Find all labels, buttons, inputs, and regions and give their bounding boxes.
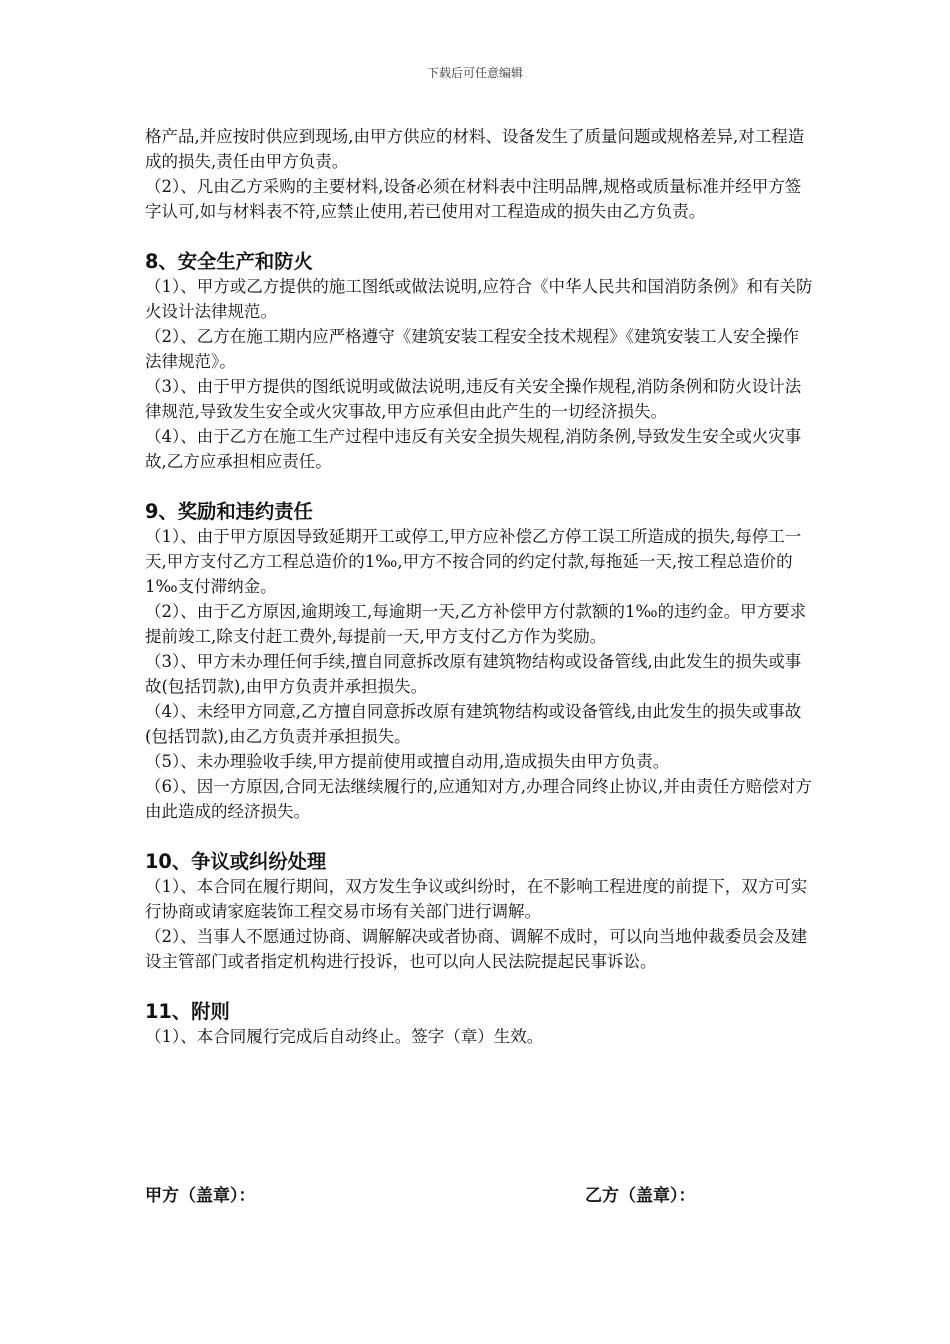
page-header: 下载后可任意编辑 <box>426 66 523 80</box>
clause-paragraph: （3）、由于甲方提供的图纸说明或做法说明,违反有关安全操作规程,消防条例和防火设计法律规范,导致发生安全或火灾事故,甲方应承但由此产生的一切经济损失。 <box>145 377 802 421</box>
clause-paragraph: （1）、本合同在履行期间，双方发生争议或纠纷时，在不影响工程进度的前提下，双方可实行协商或请家庭装饰工程交易市场有关部门进行调解。 <box>145 877 808 921</box>
spacer <box>145 474 815 499</box>
clause-paragraph: （1）、甲方或乙方提供的施工图纸或做法说明,应符合《中华人民共和国消防条例》和有关防火设计法律规范。 <box>145 277 813 321</box>
intro-paragraph: （2）、凡由乙方采购的主要材料,设备必须在材料表中注明品牌,规格或质量标准并经甲方签字认可,如与材料表不符,应禁止使用,若已使用对工程造成的损失由乙方负责。 <box>145 177 802 221</box>
clause-paragraph: （2）、由于乙方原因,逾期竣工,每逾期一天,乙方补偿甲方付款额的1‰的违约金。甲方要求提前竣工,除支付赶工费外,每提前一天,甲方支付乙方作为奖励。 <box>145 602 807 646</box>
contract-body <box>145 124 815 1049</box>
party-a-signature-label: 甲方（盖章）： <box>145 1186 256 1206</box>
section-title: 8、安全生产和防火 <box>145 250 313 273</box>
section-title: 9、奖励和违约责任 <box>145 500 313 523</box>
spacer <box>145 824 815 849</box>
party-b-signature-label: 乙方（盖章）： <box>585 1186 696 1206</box>
clause-paragraph: （6）、因一方原因,合同无法继续履行的,应通知对方,办理合同终止协议,并由责任方赔偿对方由此造成的经济损失。 <box>145 777 812 821</box>
intro-paragraph: 格产品,并应按时供应到现场,由甲方供应的材料、设备发生了质量问题或规格差异,对工程造成的损失,责任由甲方负责。 <box>145 127 805 171</box>
clause-paragraph: （1）、由于甲方原因导致延期开工或停工,甲方应补偿乙方停工误工所造成的损失,每停工一天,甲方支付乙方工程总造价的1‰,甲方不按合同的约定付款,每拖延一天,按工程总造价的1‰支付滞纳金。 <box>145 527 802 596</box>
signature-block <box>145 1181 815 1211</box>
spacer <box>145 224 815 249</box>
clause-paragraph: （4）、未经甲方同意,乙方擅自同意拆改原有建筑物结构或设备管线,由此发生的损失或事故(包括罚款),由乙方负责并承担损失。 <box>145 702 802 746</box>
section-title: 11、附则 <box>145 1000 230 1023</box>
clause-paragraph: （2）、乙方在施工期内应严格遵守《建筑安装工程安全技术规程》《建筑安装工人安全操作法律规范》。 <box>145 327 799 371</box>
spacer <box>145 974 815 999</box>
clause-paragraph: （5）、未办理验收手续,甲方提前使用或擅自动用,造成损失由甲方负责。 <box>145 752 670 771</box>
section-title: 10、争议或纠纷处理 <box>145 850 327 873</box>
clause-paragraph: （2）、当事人不愿通过协商、调解解决或者协商、调解不成时，可以向当地仲裁委员会及建设主管部门或者指定机构进行投诉，也可以向人民法院提起民事诉讼。 <box>145 927 808 971</box>
clause-paragraph: （1）、本合同履行完成后自动终止。签字（章）生效。 <box>145 1027 544 1046</box>
clause-paragraph: （4）、由于乙方在施工生产过程中违反有关安全损失规程,消防条例,导致发生安全或火灾事故,乙方应承担相应责任。 <box>145 427 802 471</box>
clause-paragraph: （3）、甲方未办理任何手续,擅自同意拆改原有建筑物结构或设备管线,由此发生的损失或事故(包括罚款),由甲方负责并承担损失。 <box>145 652 802 696</box>
